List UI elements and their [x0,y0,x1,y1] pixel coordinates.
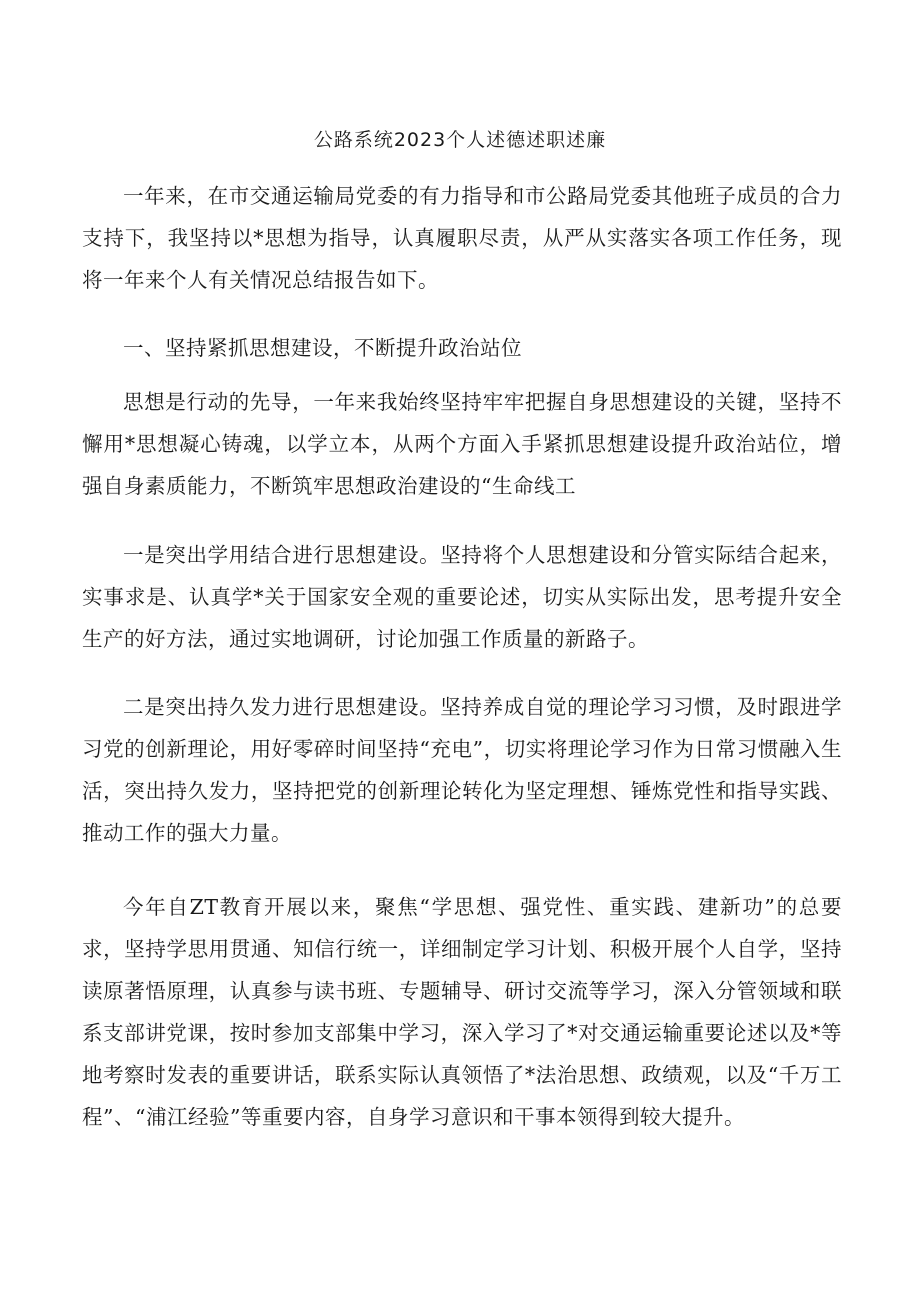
section-heading: 一、坚持紧抓思想建设，不断提升政治站位 [123,336,522,360]
body-paragraph: 思想是行动的先导，一年来我始终坚持牢牢把握自身思想建设的关键，坚持不懈用*思想凝心铸魂，以学立本，从两个方面入手紧抓思想建设提升政治站位，增强自身素质能力，不断筑牢思想政治建设的“生命线工 [82,390,842,498]
body-paragraph: 一是突出学用结合进行思想建设。坚持将个人思想建设和分管实际结合起来，实事求是、认真学*关于国家安全观的重要论述，切实从实际出发，思考提升安全生产的好方法，通过实地调研，讨论加强工作质量的新路子。 [82,543,842,651]
body-paragraph: 今年自ZT教育开展以来，聚焦“学思想、强党性、重实践、建新功”的总要求，坚持学思用贯通、知信行统一，详细制定学习计划、积极开展个人自学，坚持读原著悟原理，认真参与读书班、专题辅导、研讨交流等学习，深入分管领域和联系支部讲党课，按时参加支部集中学习，深入学习了*对交通运输重要论述以及*等地考察时发表的重要讲话，联系实际认真领悟了*法治思想、政绩观，以及“千万工程”、“浦江经验”等重要内容，自身学习意识和干事本领得到较大提升。 [82,895,842,1129]
intro-paragraph: 一年来，在市交通运输局党委的有力指导和市公路局党委其他班子成员的合力支持下，我坚持以*思想为指导，认真履职尽责，从严从实落实各项工作任务，现将一年来个人有关情况总结报告如下。 [82,184,842,292]
document-title: 公路系统2023个人述德述职述廉 [313,129,607,151]
body-paragraph: 二是突出持久发力进行思想建设。坚持养成自觉的理论学习习惯，及时跟进学习党的创新理论，用好零碎时间坚持“充电”，切实将理论学习作为日常习惯融入生活，突出持久发力，坚持把党的创新理论转化为坚定理想、锤炼党性和指导实践、推动工作的强大力量。 [82,695,842,845]
